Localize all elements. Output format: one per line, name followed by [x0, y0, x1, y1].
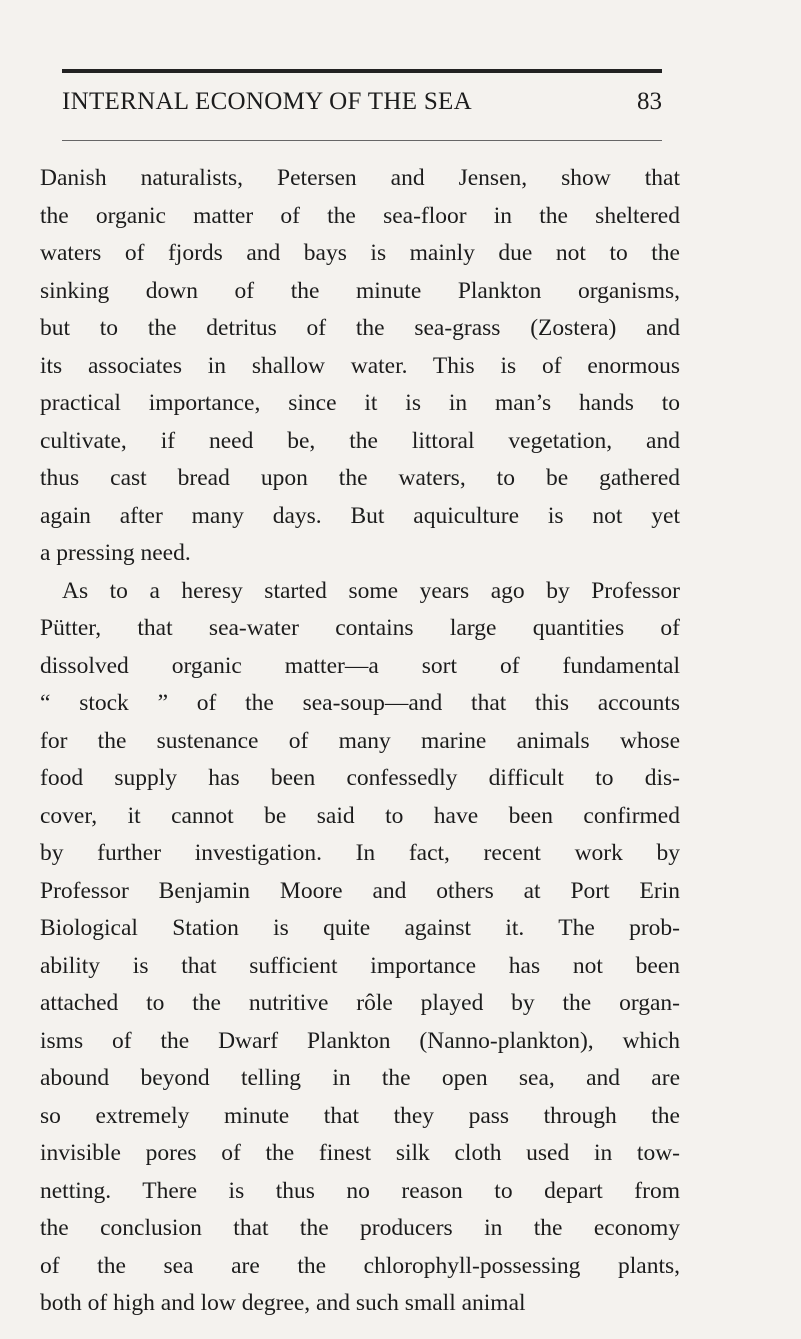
text-line: the conclusion that the producers in the economy [40, 1215, 680, 1241]
text-line: “ stock ” of the sea-soup—and that this accounts [40, 690, 680, 716]
text-line: both of high and low degree, and such small animal [40, 1290, 526, 1316]
text-line: by further investigation. In fact, recent work by [40, 840, 680, 866]
text-line: Danish naturalists, Petersen and Jensen, show that [40, 165, 680, 191]
text-line: but to the detritus of the sea-grass (Zostera) and [40, 315, 680, 341]
text-line: As to a heresy started some years ago by Professor [62, 577, 680, 604]
text-line: a pressing need. [40, 540, 191, 566]
text-line: for the sustenance of many marine animals whose [40, 727, 680, 754]
running-header [62, 88, 662, 128]
text-line: cultivate, if need be, the littoral vegetation, and [40, 427, 680, 454]
text-line: netting. There is thus no reason to depart from [40, 1177, 680, 1204]
text-line: attached to the nutritive rôle played by the organ- [40, 990, 680, 1016]
text-line: abound beyond telling in the open sea, and are [40, 1065, 680, 1091]
header-top-rule [62, 69, 662, 73]
text-line: invisible pores of the finest silk cloth used in tow- [40, 1140, 680, 1166]
text-line: practical importance, since it is in man’s hands to [40, 390, 680, 416]
text-line: thus cast bread upon the waters, to be gathered [40, 465, 680, 491]
text-line: ability is that sufficient importance has not been [40, 952, 680, 979]
text-line: so extremely minute that they pass through the [40, 1102, 680, 1129]
text-line: food supply has been confessedly difficult to dis- [40, 765, 680, 791]
text-line: Professor Benjamin Moore and others at Port Erin [40, 877, 680, 904]
page-number: 83 [637, 88, 662, 115]
header-bottom-rule [62, 140, 662, 141]
text-line: Pütter, that sea-water contains large quantities of [40, 615, 680, 641]
text-line: of the sea are the chlorophyll-possessing plants, [40, 1252, 680, 1279]
body-text [40, 160, 680, 1323]
text-line: sinking down of the minute Plankton organisms, [40, 277, 680, 304]
text-line: dissolved organic matter—a sort of fundamental [40, 652, 680, 679]
text-line: the organic matter of the sea-floor in the sheltered [40, 202, 680, 229]
text-line: Biological Station is quite against it. The prob- [40, 915, 680, 941]
text-line: again after many days. But aquiculture is not yet [40, 502, 680, 529]
text-line: isms of the Dwarf Plankton (Nanno-plankton), which [40, 1027, 680, 1054]
running-title: INTERNAL ECONOMY OF THE SEA [62, 88, 472, 115]
text-line: cover, it cannot be said to have been confirmed [40, 802, 680, 829]
text-line: waters of fjords and bays is mainly due not to the [40, 240, 680, 266]
text-line: its associates in shallow water. This is of enormous [40, 352, 680, 379]
